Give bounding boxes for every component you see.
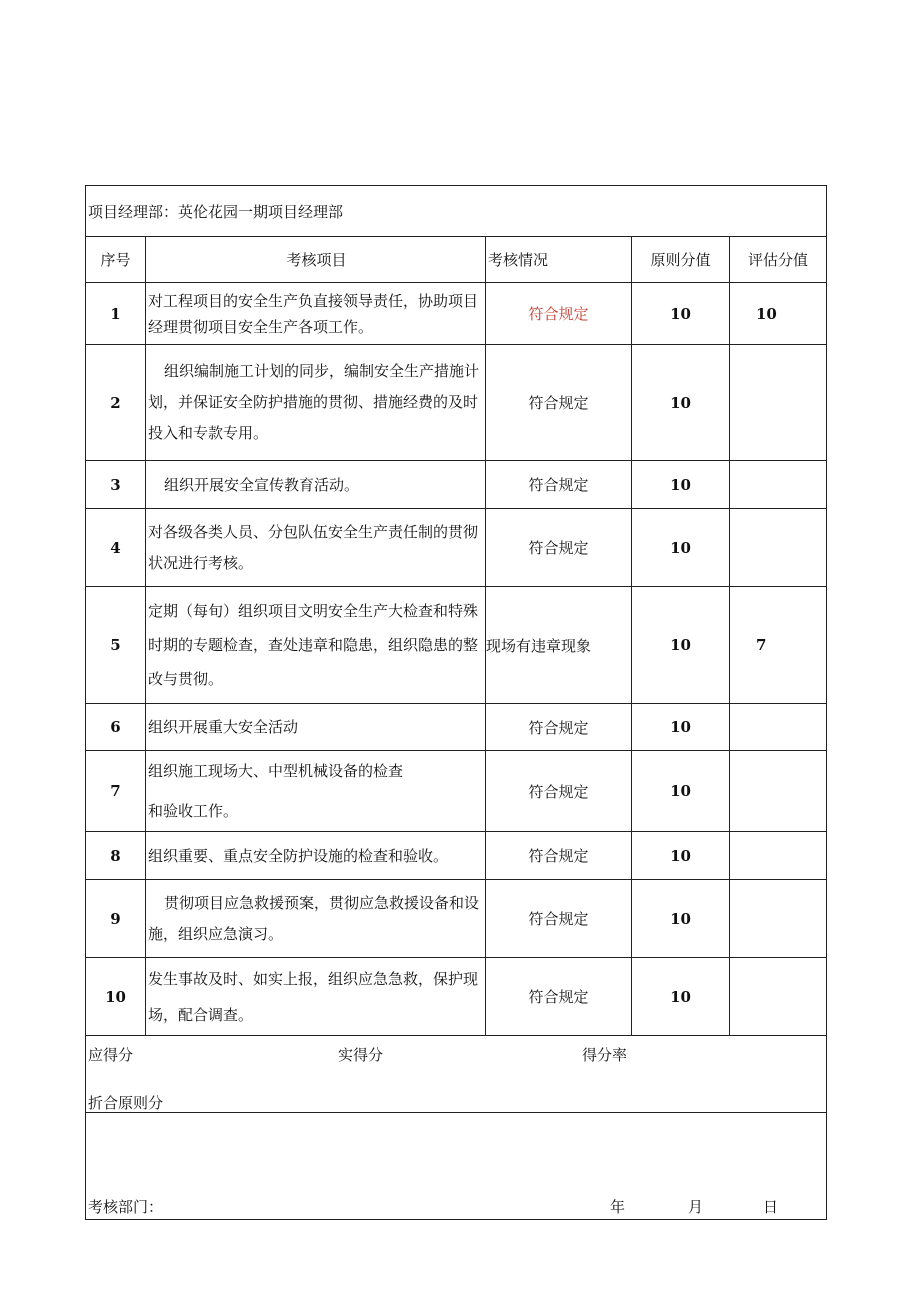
row-score: 10 [632,751,730,832]
row-no: 8 [86,832,146,880]
row-eval [730,345,827,461]
row-eval [730,958,827,1036]
row-eval [730,461,827,509]
row-no: 3 [86,461,146,509]
row-item: 定期（每旬）组织项目文明安全生产大检查和特殊时期的专题检查，查处违章和隐患，组织隐患的整改与贯彻。 [146,587,486,704]
row-score: 10 [632,880,730,958]
assessment-table [85,185,827,1220]
row-score: 10 [632,509,730,587]
table-row [86,345,827,461]
row-score: 10 [632,587,730,704]
row-item: 组织重要、重点安全防护设施的检查和验收。 [146,832,486,880]
row-no: 6 [86,704,146,751]
table-row [86,509,827,587]
department-line: 项目经理部：英伦花园一期项目经理部 [86,186,827,237]
row-status: 符合规定 [486,958,632,1036]
row-status: 符合规定 [486,345,632,461]
row-score: 10 [632,832,730,880]
row-status: 符合规定 [486,751,632,832]
row-status: 符合规定 [486,461,632,509]
year-label: 年 [610,1198,626,1216]
row-status: 符合规定 [486,509,632,587]
row-no: 9 [86,880,146,958]
header-item: 考核项目 [146,237,486,283]
row-eval [730,751,827,832]
row-no: 10 [86,958,146,1036]
row-score: 10 [632,345,730,461]
month-label: 月 [688,1198,704,1216]
row-no: 5 [86,587,146,704]
row-eval [730,509,827,587]
row-score: 10 [632,461,730,509]
summary-section [86,1036,827,1113]
row-item: 发生事故及时、如实上报，组织应急急救，保护现场，配合调查。 [146,958,486,1036]
day-label: 日 [763,1198,779,1216]
table-row [86,587,827,704]
table-row [86,880,827,958]
table-row [86,958,827,1036]
table-row [86,704,827,751]
row-item: 贯彻项目应急救援预案，贯彻应急救援设备和设施，组织应急演习。 [146,880,486,958]
row-status: 现场有违章现象 [486,587,632,704]
header-no: 序号 [86,237,146,283]
header-score: 原则分值 [632,237,730,283]
row-status: 符合规定 [486,880,632,958]
assessment-form [85,185,826,1220]
row-no: 4 [86,509,146,587]
review-dept-label: 考核部门： [88,1198,164,1216]
row-item: 组织开展重大安全活动 [146,704,486,751]
row-score: 10 [632,958,730,1036]
row-score: 10 [632,704,730,751]
table-row [86,832,827,880]
row-status: 符合规定 [486,283,632,345]
row-eval [730,832,827,880]
row-eval [730,880,827,958]
row-eval: 7 [730,587,827,704]
table-row [86,283,827,345]
row-status: 符合规定 [486,704,632,751]
score-rate-label: 得分率 [582,1046,628,1064]
row-no: 7 [86,751,146,832]
header-status: 考核情况 [486,237,632,283]
header-eval: 评估分值 [730,237,827,283]
footer-section [86,1113,827,1220]
row-item: 组织施工现场大、中型机械设备的检查和验收工作。 [146,751,486,832]
row-item: 对工程项目的安全生产负直接领导责任，协助项目经理贯彻项目安全生产各项工作。 [146,283,486,345]
should-score-label: 应得分 [88,1046,134,1064]
row-status: 符合规定 [486,832,632,880]
row-item: 组织编制施工计划的同步，编制安全生产措施计划，并保证安全防护措施的贯彻、措施经费的及时投入和专款专用。 [146,345,486,461]
row-eval: 10 [730,283,827,345]
row-no: 1 [86,283,146,345]
converted-score-label: 折合原则分 [88,1094,164,1112]
row-score: 10 [632,283,730,345]
row-eval [730,704,827,751]
table-row [86,751,827,832]
table-header-row [86,237,827,283]
table-row [86,461,827,509]
row-item: 组织开展安全宣传教育活动。 [146,461,486,509]
row-item: 对各级各类人员、分包队伍安全生产责任制的贯彻状况进行考核。 [146,509,486,587]
row-no: 2 [86,345,146,461]
actual-score-label: 实得分 [338,1046,384,1064]
